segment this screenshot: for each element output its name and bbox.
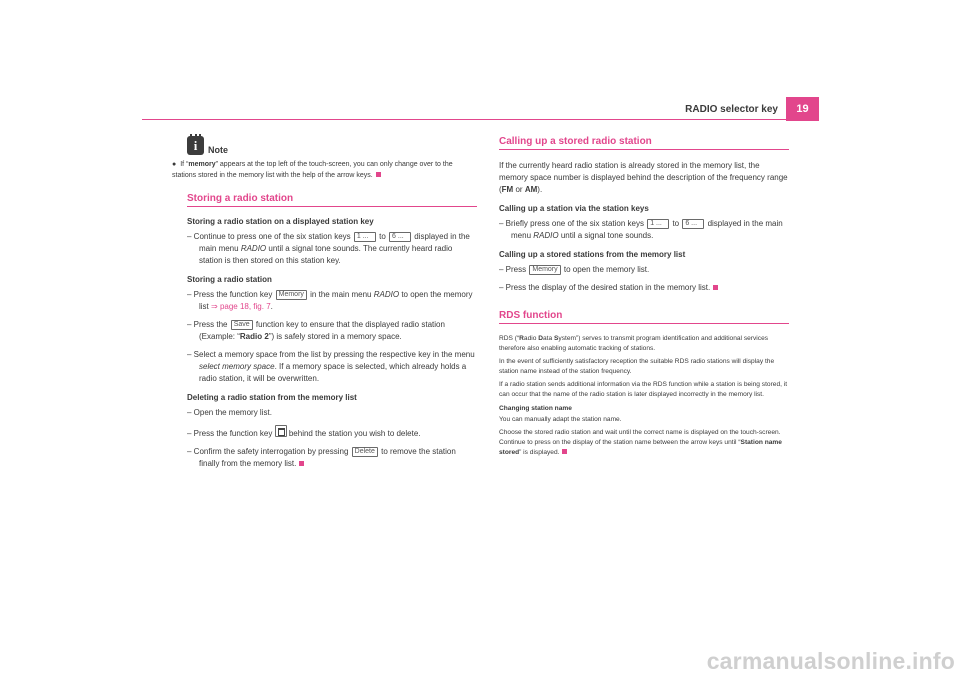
left-column xyxy=(172,130,477,476)
note-info-icon: i xyxy=(187,136,204,155)
rds-paragraph: You can manually adapt the station name. xyxy=(499,416,622,423)
section-title-rds: RDS function xyxy=(499,310,789,324)
rds-paragraph: If a radio station sends additional information via the RDS function while a station is being stored, it can occur that the name of the radio station is later displayed incorrectly in the memory list. xyxy=(499,381,788,398)
right-column xyxy=(499,130,789,461)
rds-paragraph: Choose the stored radio station and wait until the correct name is displayed on the touch-screen. Continue to press on the display of the station name between the arrow keys until “Station name stored” is displayed. xyxy=(499,429,782,456)
end-mark-icon xyxy=(299,461,304,466)
section-title-storing: Storing a radio station xyxy=(187,193,477,207)
subheading-change-name: Changing station name xyxy=(499,405,572,412)
end-mark-icon xyxy=(376,172,381,177)
subheading-call-keys: Calling up a station via the station keys xyxy=(499,204,649,213)
note-title: Note xyxy=(208,145,228,155)
station-key-6: 6 ... xyxy=(682,219,704,229)
step-press-station-key: – Briefly press one of the six station keys 1 ... to 6 ... displayed in the main menu RADIO until a signal tone sounds. xyxy=(499,219,783,240)
page-number-badge: 19 xyxy=(786,97,819,121)
rds-body xyxy=(499,334,789,458)
note-box xyxy=(172,136,477,181)
save-key: Save xyxy=(231,320,253,330)
step-select-memory-space: – Select a memory space from the list by pressing the respective key in the menu select memory space. If a memory space is selected, which already holds a radio station, it will be overwritten. xyxy=(187,350,475,383)
page-reference-link[interactable]: ⇒ page 18, fig. 7 xyxy=(211,302,271,311)
delete-key: Delete xyxy=(352,447,378,457)
rds-paragraph: RDS (“Radio Data System”) serves to transmit program identification and additional services therefore also enabling automatic tracking of stations. xyxy=(499,335,769,352)
step-press-memory: – Press Memory to open the memory list. xyxy=(499,265,650,274)
bullet-icon: ● xyxy=(172,161,177,168)
step-press-memory: – Press the function key Memory in the main menu RADIO to open the memory list ⇒ page 18, fig. 7. xyxy=(187,290,473,311)
step-press-station-display: – Press the display of the desired station in the memory list. xyxy=(499,282,789,294)
subheading-delete: Deleting a radio station from the memory list xyxy=(187,393,357,402)
step-store-on-key: – Continue to press one of the six station keys 1 ... to 6 ... displayed in the main menu RADIO until a signal tone sounds. The currently heard radio station is then stored on this station key. xyxy=(187,232,470,265)
station-key-1: 1 ... xyxy=(647,219,669,229)
end-mark-icon xyxy=(713,285,718,290)
end-mark-icon xyxy=(562,449,567,454)
rds-paragraph: In the event of sufficiently satisfactory reception the suitable RDS radio stations will display the station name instead of the station frequency. xyxy=(499,358,775,375)
subheading-store-on-key: Storing a radio station on a displayed station key xyxy=(187,217,374,226)
step-open-memory-list: – Open the memory list. xyxy=(187,408,272,417)
section-header-label: RADIO selector key xyxy=(685,104,778,115)
header-rule xyxy=(142,119,786,120)
note-heading xyxy=(187,136,477,155)
station-key-1: 1 ... xyxy=(354,232,376,242)
subheading-store-station: Storing a radio station xyxy=(187,275,272,284)
step-press-delete-icon: – Press the function key behind the station you wish to delete. xyxy=(187,425,477,440)
note-text: ● If “memory” appears at the top left of the touch-screen, you can only change over to the stations stored in the memory list with the help of the arrow keys. xyxy=(172,161,453,179)
trash-icon xyxy=(275,425,287,437)
step-confirm-delete: – Confirm the safety interrogation by pressing Delete to remove the station finally from the memory list. xyxy=(187,447,456,468)
memory-key: Memory xyxy=(276,290,307,300)
memory-key: Memory xyxy=(529,265,560,275)
subheading-call-memory: Calling up a stored stations from the memory list xyxy=(499,250,686,259)
step-press-save: – Press the Save function key to ensure that the displayed radio station (Example: “Radio 2”) is safely stored in a memory space. xyxy=(187,320,445,341)
station-key-6: 6 ... xyxy=(389,232,411,242)
calling-intro: If the currently heard radio station is already stored in the memory list, the memory space number is displayed behind the description of the frequency range (FM or AM). xyxy=(499,161,788,194)
watermark: carmanualsonline.info xyxy=(706,648,955,674)
section-title-calling: Calling up a stored radio station xyxy=(499,136,789,150)
